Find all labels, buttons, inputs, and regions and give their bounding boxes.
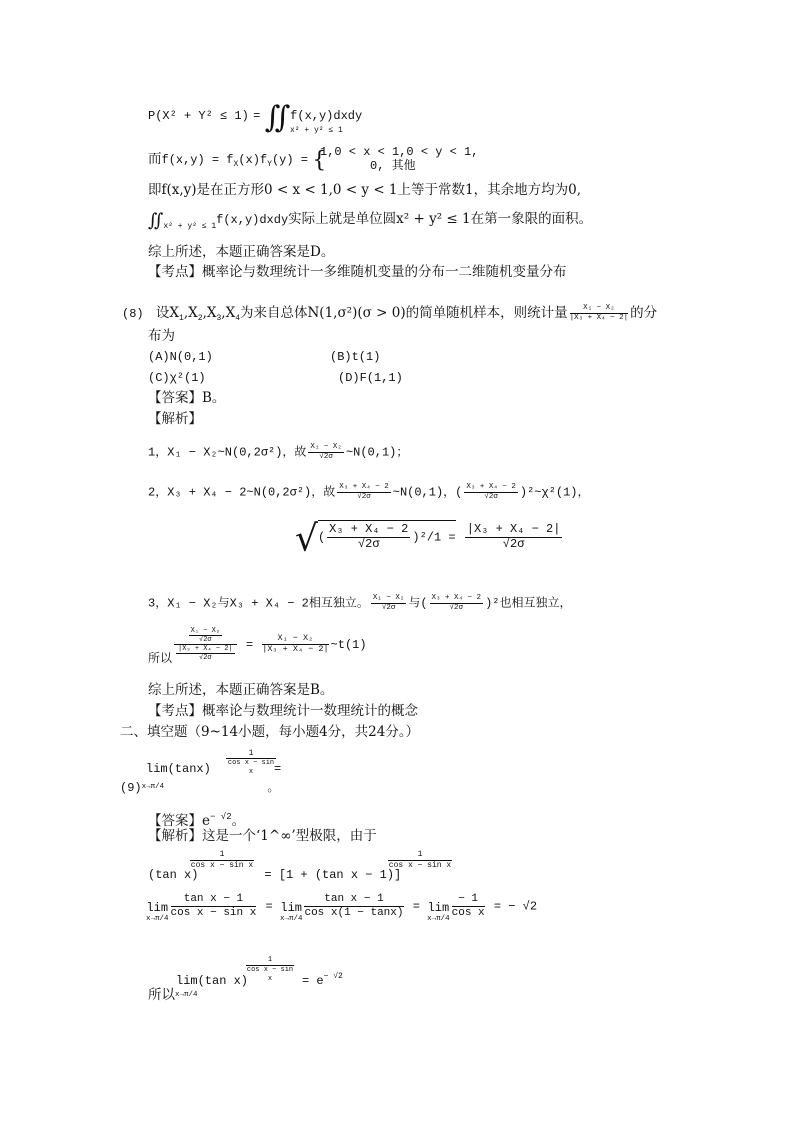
q9-limit xyxy=(146,760,281,778)
r2-f1-den: cos x − sin x xyxy=(170,906,257,919)
step-3-fraction xyxy=(371,594,407,612)
step-4-post: ~t(1) xyxy=(330,637,367,652)
q8-answer xyxy=(148,389,225,407)
r2-eq3: = − √2 xyxy=(493,899,538,914)
option-a-text: (A)N(0,1) xyxy=(148,350,213,364)
option-a xyxy=(148,348,213,366)
q9-blank: 。 xyxy=(267,781,280,795)
q8-text-b: ,X xyxy=(183,305,198,321)
r2-f3-den: cos x xyxy=(451,906,485,919)
double-integral-icon: ∬ xyxy=(148,210,164,231)
step-1-fraction xyxy=(308,443,344,461)
r3-under: x→π/4 xyxy=(175,991,198,999)
q8-number: (8) xyxy=(122,307,144,321)
q8-statistic-fraction xyxy=(570,304,629,322)
r3-rhs: = e xyxy=(302,974,324,988)
option-d-text: (D)F(1,1) xyxy=(338,371,403,385)
option-d xyxy=(338,369,403,387)
r2-lim-2-text: lim xyxy=(280,901,303,915)
sub-y: Y xyxy=(267,160,272,169)
step-4-compound-fraction xyxy=(174,627,237,662)
step-2-sqrt xyxy=(295,518,564,560)
paren-open: ( xyxy=(155,109,163,123)
step-2 xyxy=(148,483,590,501)
sqrt-icon: √ xyxy=(295,518,318,560)
r1-lhs: (tan x) xyxy=(148,868,199,882)
step-1-pre: 1，X₁ − X₂~N(0,2σ²)，故 xyxy=(148,445,307,460)
r1-exp-lhs: cos x − sin x xyxy=(190,861,254,870)
r2-f1-num: tan x − 1 xyxy=(171,893,257,907)
paren-close: ) xyxy=(241,109,249,123)
r2-lim-2 xyxy=(280,901,303,924)
sqrt-open: ( xyxy=(317,530,326,545)
step-4-nn: X₁ − X₂ xyxy=(190,627,221,635)
area-text: 实际上就是单位圆x² + y² ≤ 1在第一象限的面积。 xyxy=(288,211,593,227)
q8-text-c: ,X xyxy=(202,305,217,321)
sqrt-den: √2σ xyxy=(357,536,380,551)
r3-one: 1 xyxy=(267,956,273,964)
step-2-fraction xyxy=(337,483,391,501)
r2-lim-1-text: lim xyxy=(146,901,169,915)
conclusion-2-text: 综上所述，本题正确答案是B。 xyxy=(148,682,334,698)
q8-frac-den: |X₃ + X₄ − 2| xyxy=(569,314,629,322)
step-3-mid: 与( xyxy=(408,596,428,611)
r2-eq1: = xyxy=(265,899,273,914)
density-line xyxy=(148,150,326,174)
step-4-prefix: 所以 xyxy=(148,650,173,665)
q9-answer-pre: 【答案】e xyxy=(148,813,210,829)
r3-exp-den: cos x − sin x xyxy=(246,966,294,983)
er-label: 而 xyxy=(148,151,162,167)
step-3 xyxy=(148,594,571,612)
q9-eq: = xyxy=(274,762,282,776)
r3-prefix-line xyxy=(148,986,198,1004)
r1-line xyxy=(148,866,401,884)
sqrt-num: X₃ + X₄ − 2 xyxy=(329,522,409,536)
r2-f3-num: − 1 xyxy=(452,893,485,907)
q9-exp-den: cos x − sin x xyxy=(227,759,275,776)
q9-exp-num: 1 xyxy=(248,749,254,758)
q8-answer-text: 【答案】B。 xyxy=(148,390,226,406)
q9-analysis xyxy=(148,827,377,845)
r2-frac-1 xyxy=(171,893,257,919)
option-c xyxy=(148,369,206,387)
sqrt-body xyxy=(318,520,456,552)
r2-f2-den: cos x(1 − tanx) xyxy=(304,906,404,919)
q8-line2-text: 布为 xyxy=(148,328,175,344)
density-lhs3: (y) = xyxy=(271,153,308,167)
q9-lim-text: lim(tanx) xyxy=(146,762,211,776)
area-line xyxy=(148,210,592,236)
density-lhs2: (x)f xyxy=(238,153,268,167)
r1-one-right: 1 xyxy=(417,850,423,859)
sqrt-rhs-num: |X₃ + X₄ − 2| xyxy=(466,522,561,536)
square-text: 即f(x,y)是在正方形0 < x < 1,0 < y < 1上等于常数1，其余地方均为0, xyxy=(148,182,581,198)
section-2-heading xyxy=(120,723,419,741)
prob-arg: X² + Y² ≤ 1 xyxy=(162,109,242,123)
option-c-text: (C)χ²(1) xyxy=(148,371,206,385)
r2-lim-3-text: lim xyxy=(427,901,450,915)
option-b-text: (B)t(1) xyxy=(330,350,381,364)
r1-eq: = [1 + (tan x − 1)] xyxy=(264,868,402,882)
step-2-fraction-2 xyxy=(464,483,518,501)
prob-region xyxy=(290,121,343,140)
q8-line2 xyxy=(148,327,175,345)
r2-lim-1 xyxy=(146,901,169,924)
prob-integrand: f(x,y)dxdy xyxy=(290,109,363,123)
r3-line xyxy=(176,968,343,990)
prob-eq: = xyxy=(253,109,261,123)
step-4-dd: √2σ xyxy=(199,654,212,663)
conclusion-2 xyxy=(148,681,333,699)
q9-number: (9) xyxy=(120,781,142,795)
step-2-den: √2σ xyxy=(357,492,371,501)
step-4-rhs-num: X₁ − X₂ xyxy=(262,634,328,645)
conclusion-1 xyxy=(148,243,334,261)
q8-analysis-text: 【解析】 xyxy=(148,411,202,427)
area-region: x² + y² ≤ 1 xyxy=(163,222,217,231)
step-2-num-2: X₃ + X₄ − 2 xyxy=(466,483,516,491)
q9-under: x→π/4 xyxy=(141,783,165,791)
step-3-fraction-2 xyxy=(430,594,484,612)
q8-line: (8) 设$X_1,X_2,X_3,X_4$为来自总体N(1,σ²)(σ > 0)的简单随机样本，则统计量 $\frac{\text{X₁ − X₂}}{\text{|X₃ + X₄ − 2|}}$ 的分 xyxy=(122,304,658,323)
r2-f2-num: tan x − 1 xyxy=(304,893,403,907)
step-4 xyxy=(148,627,367,667)
square-line xyxy=(148,181,581,199)
step-1-num: X₁ − X₂ xyxy=(310,443,342,451)
kaodian-1 xyxy=(148,263,567,281)
sqrt-close: )²/1 = xyxy=(412,530,456,545)
step-3-num-2: X₃ + X₄ − 2 xyxy=(431,594,482,602)
step-1-post: ~N(0,1)； xyxy=(345,445,409,460)
step-4-rhs-den: |X₃ + X₄ − 2| xyxy=(262,644,329,655)
step-4-rhs-fraction xyxy=(262,634,328,655)
prob-region-text: x² + y² ≤ 1 xyxy=(290,126,343,135)
r3-prefix: 所以 xyxy=(148,987,175,1003)
case-2-text: 0, 其他 xyxy=(370,159,416,173)
r2-eq2: = xyxy=(412,899,420,914)
step-3-num: X₁ − X₂ xyxy=(372,594,405,602)
step-4-nd: √2σ xyxy=(199,636,212,645)
step-3-den: √2σ xyxy=(381,603,396,612)
brace-icon: { xyxy=(312,148,327,173)
case-2 xyxy=(370,157,416,175)
kaodian-2 xyxy=(148,702,418,720)
sqrt-fraction xyxy=(327,523,410,552)
q9-number-line xyxy=(120,778,279,797)
r3-rhs-exp: − √2 xyxy=(323,972,343,981)
step-4-dn: |X₃ + X₄ − 2| xyxy=(178,645,233,654)
q8-text-a: 设X xyxy=(155,305,180,321)
sub-x: X xyxy=(233,160,239,169)
r1-one-left: 1 xyxy=(219,850,225,859)
step-1-den: √2σ xyxy=(319,452,333,461)
q9-analysis-text: 【解析】这是一个‘1^∞’型极限，由于 xyxy=(148,828,377,844)
step-3-post: )²也相互独立， xyxy=(485,596,572,611)
r2-frac-3 xyxy=(452,893,485,919)
step-2-pre: 2，X₃ + X₄ − 2~N(0,2σ²)，故 xyxy=(148,485,336,500)
conclusion-1-text: 综上所述，本题正确答案是D。 xyxy=(148,244,335,260)
section-2-text: 二、填空题（9~14小题，每小题4分，共24分。） xyxy=(120,724,420,740)
step-2-post: )²~χ²(1)， xyxy=(519,485,590,500)
q8-analysis xyxy=(148,410,202,428)
r2-under-2: x→π/4 xyxy=(279,915,303,923)
r2-under-1: x→π/4 xyxy=(146,915,169,923)
step-1 xyxy=(148,443,408,461)
kaodian-2-text: 【考点】概率论与数理统计一数理统计的概念 xyxy=(148,703,418,719)
q8-frac-num: X₁ − X₂ xyxy=(570,304,629,314)
step-3-pre: 3，X₁ − X₂与X₃ + X₄ − 2相互独立。 xyxy=(148,596,369,611)
prob-lhs: P xyxy=(148,109,156,123)
kaodian-1-text: 【考点】概率论与数理统计一多维随机变量的分布一二维随机变量分布 xyxy=(148,264,567,280)
r2-under-3: x→π/4 xyxy=(427,915,450,923)
density-lhs: f(x,y) = f xyxy=(161,153,234,167)
q8-text-d: ,X xyxy=(221,305,236,321)
q9-answer-exp: − √2 xyxy=(210,812,232,822)
r3-lim: lim(tan x) xyxy=(176,974,249,988)
r2-frac-2 xyxy=(304,893,403,919)
step-2-den-2: √2σ xyxy=(484,492,498,501)
r2-lim-3 xyxy=(427,901,450,924)
step-2-mid: ~N(0,1)，( xyxy=(392,485,463,500)
case-1-text: 1,0 < x < 1,0 < y < 1, xyxy=(320,145,479,159)
sqrt-rhs-fraction xyxy=(465,523,563,552)
double-integral-icon: ∬ xyxy=(264,100,291,135)
sqrt-rhs-den: √2σ xyxy=(502,536,525,551)
step-2-num: X₃ + X₄ − 2 xyxy=(339,483,389,491)
q8-text-e: 为来自总体N(1,σ²)(σ > 0)的简单随机样本，则统计量 xyxy=(240,305,568,321)
q8-text-f: 的分 xyxy=(630,305,658,321)
r1-exp-rhs: cos x − sin x xyxy=(388,861,452,870)
step-4-eq: = xyxy=(245,637,254,652)
option-b xyxy=(330,348,380,366)
r2-line xyxy=(146,893,537,924)
step-3-den-2: √2σ xyxy=(449,603,464,612)
area-integrand: f(x,y)dxdy xyxy=(216,213,289,227)
q9-answer-post: 。 xyxy=(231,813,246,829)
